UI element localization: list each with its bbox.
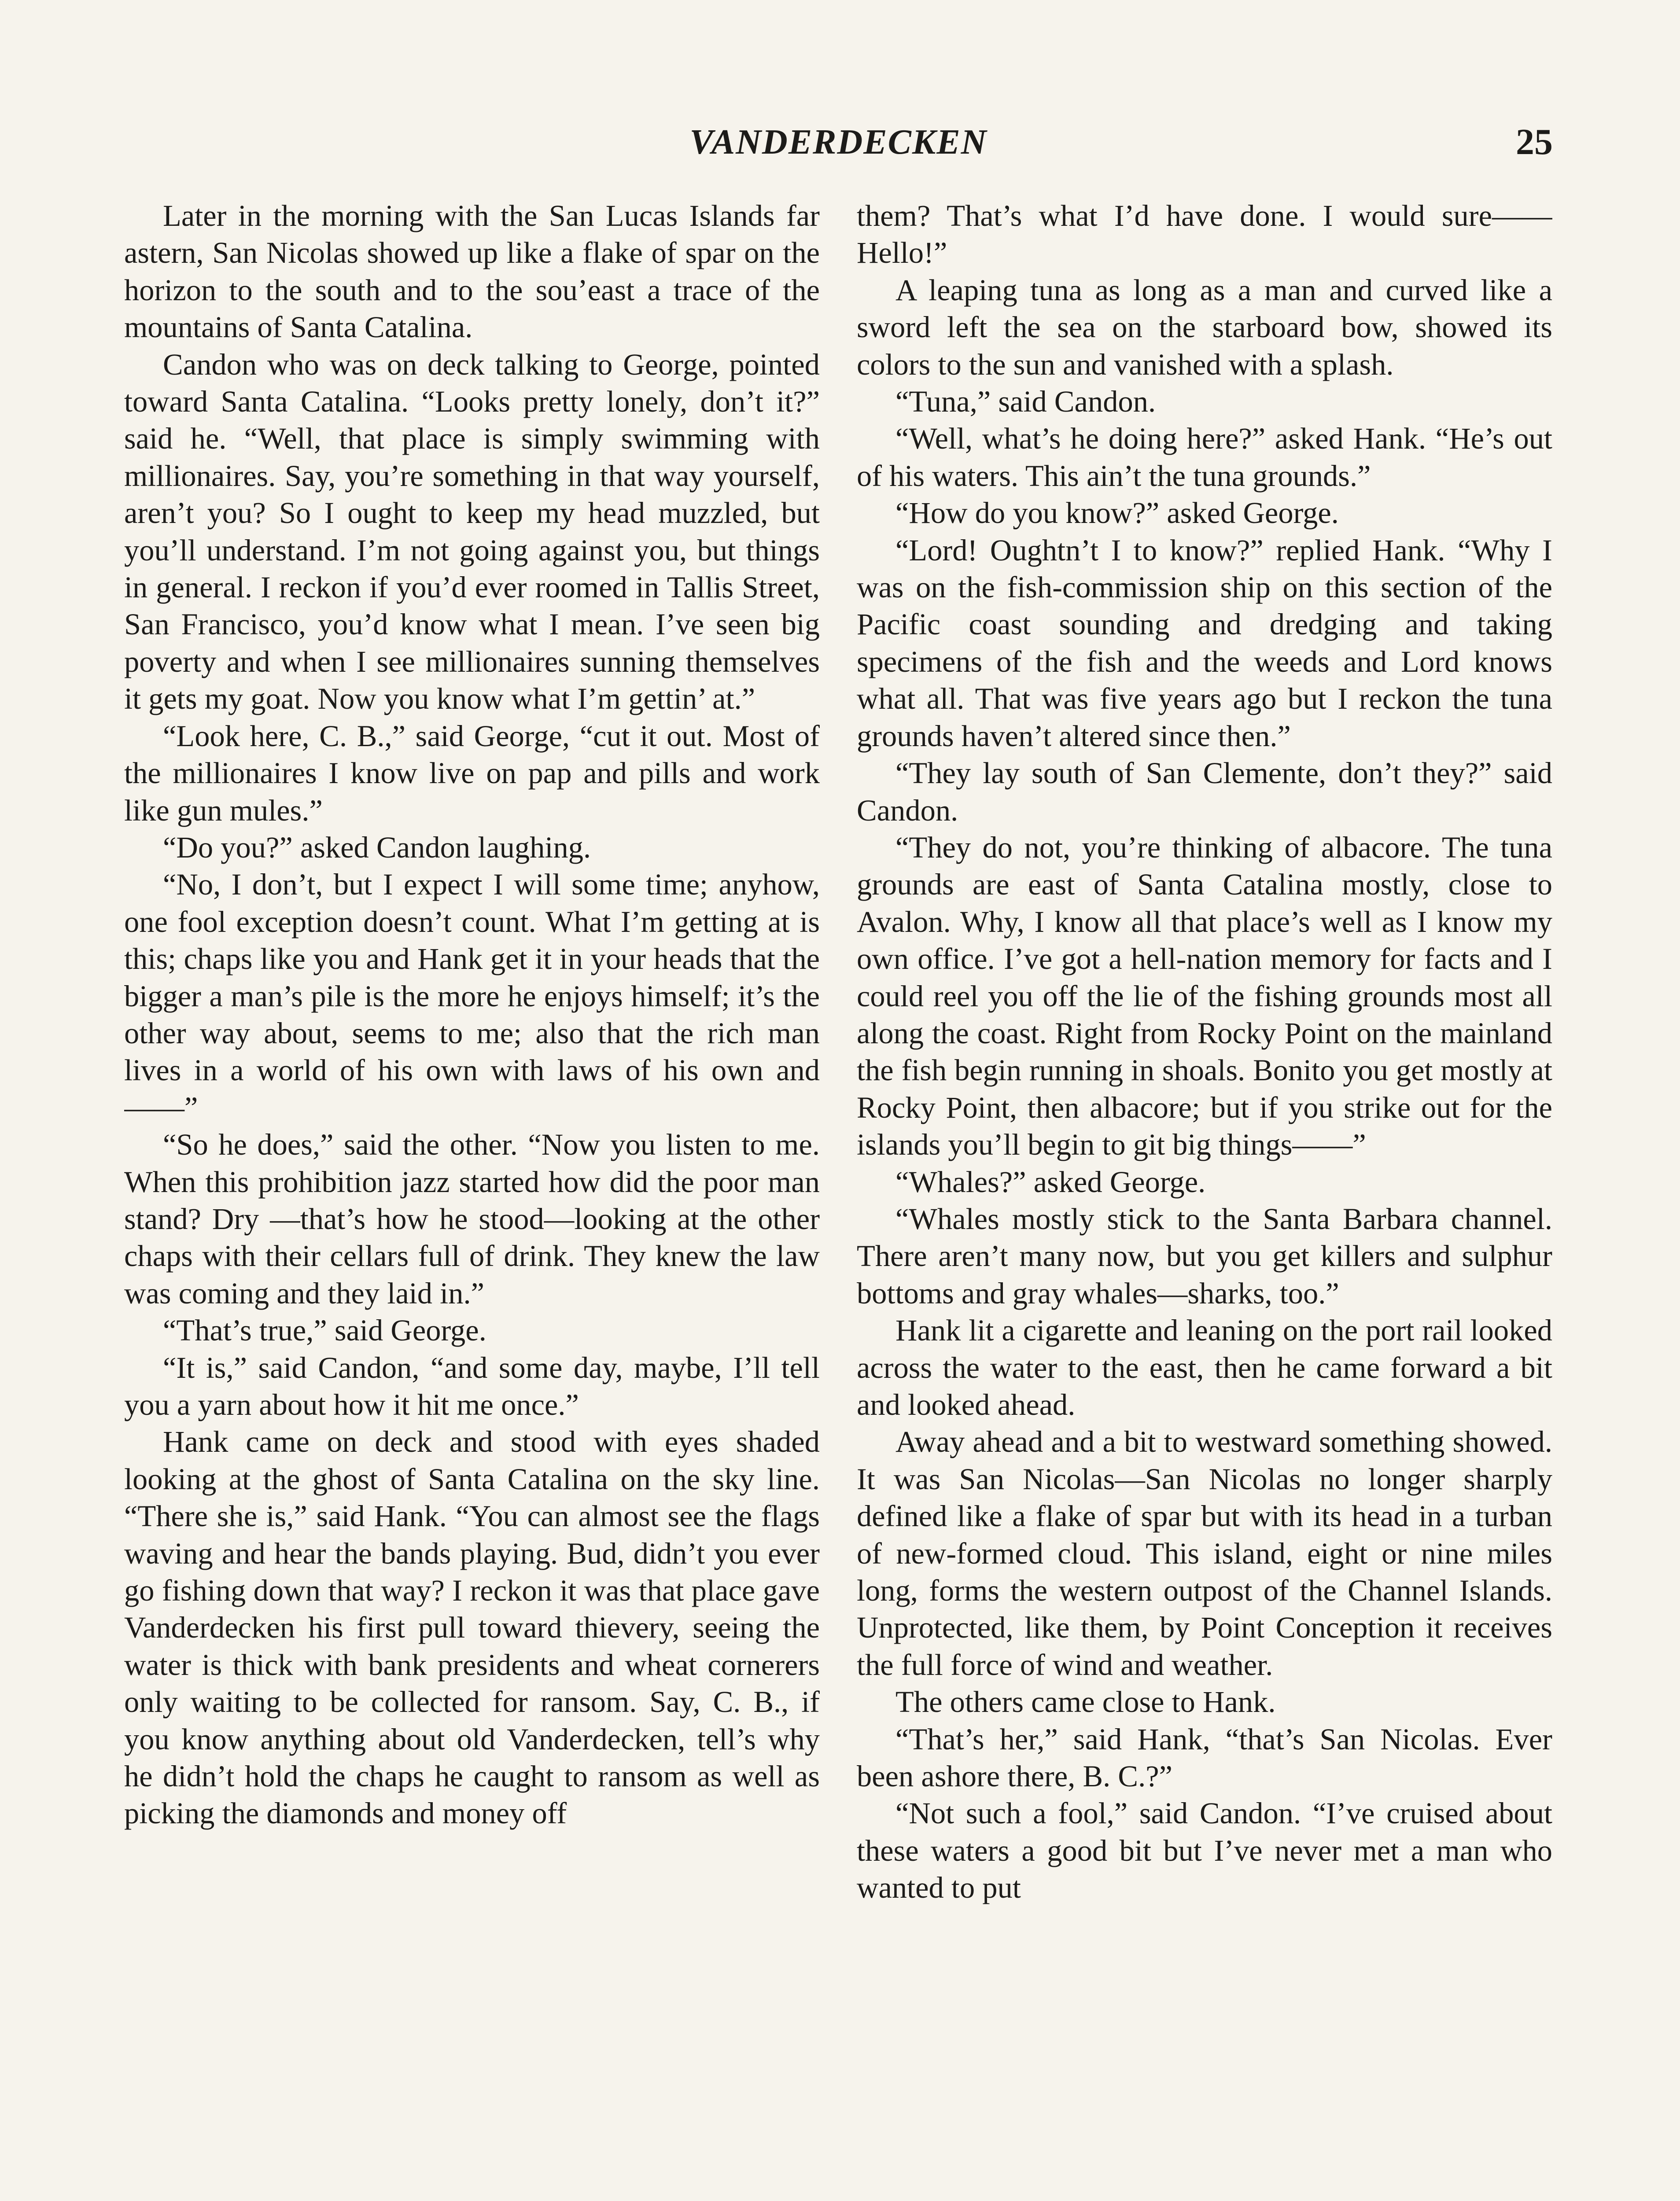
paragraph: “Look here, C. B.,” said George, “cut it out. Most of the millionaires I know live on pap and pills and work like gun mules.”: [124, 719, 820, 827]
paragraph-continuation: them? That’s what I’d have done. I would sure—— Hello!”: [857, 199, 1552, 270]
left-column: [124, 197, 820, 2201]
paragraph: Later in the morning with the San Lucas Islands far astern, San Nicolas showed up like a flake of spar on the horizon to the south and to the sou’east a trace of the mountains of Santa Catalina.: [124, 199, 820, 344]
paragraph: “How do you know?” asked George.: [895, 496, 1339, 530]
paragraph: Hank came on deck and stood with eyes shaded looking at the ghost of Santa Catalina on the sky line. “There she is,” said Hank. “You can almost see the flags waving and hear the bands playing. Bud, didn’t you ever go fishing down that way? I reckon it was that place gave Vanderdecken his first pull toward thievery, seeing the water is thick with bank presidents and wheat cornerers only waiting to be collected for ransom. Say, C. B., if you know anything about old Vanderdecken, tell’s why he didn’t hold the chaps he caught to ransom as well as picking the diamonds and money off: [124, 1425, 820, 1830]
paragraph: “Not such a fool,” said Candon. “I’ve cruised about these waters a good bit but I’ve never met a man who wanted to put: [857, 1796, 1552, 1905]
paragraph: “Tuna,” said Candon.: [895, 385, 1156, 419]
page-header: [124, 118, 1553, 171]
paragraph: “Whales?” asked George.: [895, 1165, 1206, 1199]
paragraph: Hank lit a cigarette and leaning on the port rail looked across the water to the east, then he came forward a bit and looked ahead.: [857, 1314, 1552, 1421]
paragraph: “They lay south of San Clemente, don’t they?” said Candon.: [857, 756, 1552, 827]
paragraph: “No, I don’t, but I expect I will some time; anyhow, one fool exception doesn’t count. What I’m getting at is this; chaps like you and Hank get it in your heads that the bigger a man’s pile is the more he enjoys himself; it’s the other way about, seems to me; also that the rich man lives in a world of his own with laws of his own and——”: [124, 868, 820, 1124]
paragraph: “That’s true,” said George.: [163, 1314, 486, 1347]
paragraph: Away ahead and a bit to westward something showed. It was San Nicolas—San Nicolas no longer sharply defined like a flake of spar but with its head in a turban of new-formed cloud. This island, eight or nine miles long, forms the western outpost of the Channel Islands. Unprotected, like them, by Point Conception it receives the full force of wind and weather.: [857, 1425, 1552, 1682]
page-number: 25: [1516, 121, 1553, 162]
right-column: [857, 197, 1552, 2201]
paragraph: “So he does,” said the other. “Now you listen to me. When this prohibition jazz started how did the poor man stand? Dry —that’s how he stood—looking at the other chaps with their cellars full of drink. They knew the law was coming and they laid in.”: [124, 1128, 820, 1310]
paragraph: “That’s her,” said Hank, “that’s San Nicolas. Ever been ashore there, B. C.?”: [857, 1722, 1552, 1793]
paragraph: The others came close to Hank.: [895, 1685, 1276, 1719]
paragraph: Candon who was on deck talking to George, pointed toward Santa Catalina. “Looks pretty lonely, don’t it?” said he. “Well, that place is simply swimming with millionaires. Say, you’re something in that way yourself, aren’t you? So I ought to keep my head muzzled, but you’ll understand. I’m not going against you, but things in general. I reckon if you’d ever roomed in Tallis Street, San Francisco, you’d know what I mean. I’ve seen big poverty and when I see millionaires sunning themselves it gets my goat. Now you know what I’m gettin’ at.”: [124, 347, 820, 716]
paragraph: “Do you?” asked Candon laughing.: [163, 830, 591, 864]
paragraph: “It is,” said Candon, “and some day, maybe, I’ll tell you a yarn about how it hit me once.”: [124, 1351, 820, 1421]
paragraph: “Lord! Oughtn’t I to know?” replied Hank. “Why I was on the fish-commission ship on this section of the Pacific coast sounding and dredging and taking specimens of the fish and the weeds and Lord knows what all. That was five years ago but I reckon the tuna grounds haven’t altered since then.”: [857, 533, 1552, 753]
running-title: VANDERDECKEN: [689, 123, 987, 162]
paragraph: “They do not, you’re thinking of albacore. The tuna grounds are east of Santa Catalina mostly, close to Avalon. Why, I know all that place’s well as I know my own office. I’ve got a hell-nation memory for facts and I could reel you off the lie of the fishing grounds most all along the coast. Right from Rocky Point on the mainland the fish begin running in shoals. Bonito you get mostly at Rocky Point, then albacore; but if you strike out for the islands you’ll begin to git big things——”: [857, 830, 1552, 1162]
paragraph: “Whales mostly stick to the Santa Barbara channel. There aren’t many now, but you get killers and sulphur bottoms and gray whales—sharks, too.”: [857, 1202, 1552, 1310]
paragraph: A leaping tuna as long as a man and curved like a sword left the sea on the starboard bow, showed its colors to the sun and vanished with a splash.: [857, 273, 1552, 381]
paragraph: “Well, what’s he doing here?” asked Hank. “He’s out of his waters. This ain’t the tuna grounds.”: [857, 422, 1552, 493]
